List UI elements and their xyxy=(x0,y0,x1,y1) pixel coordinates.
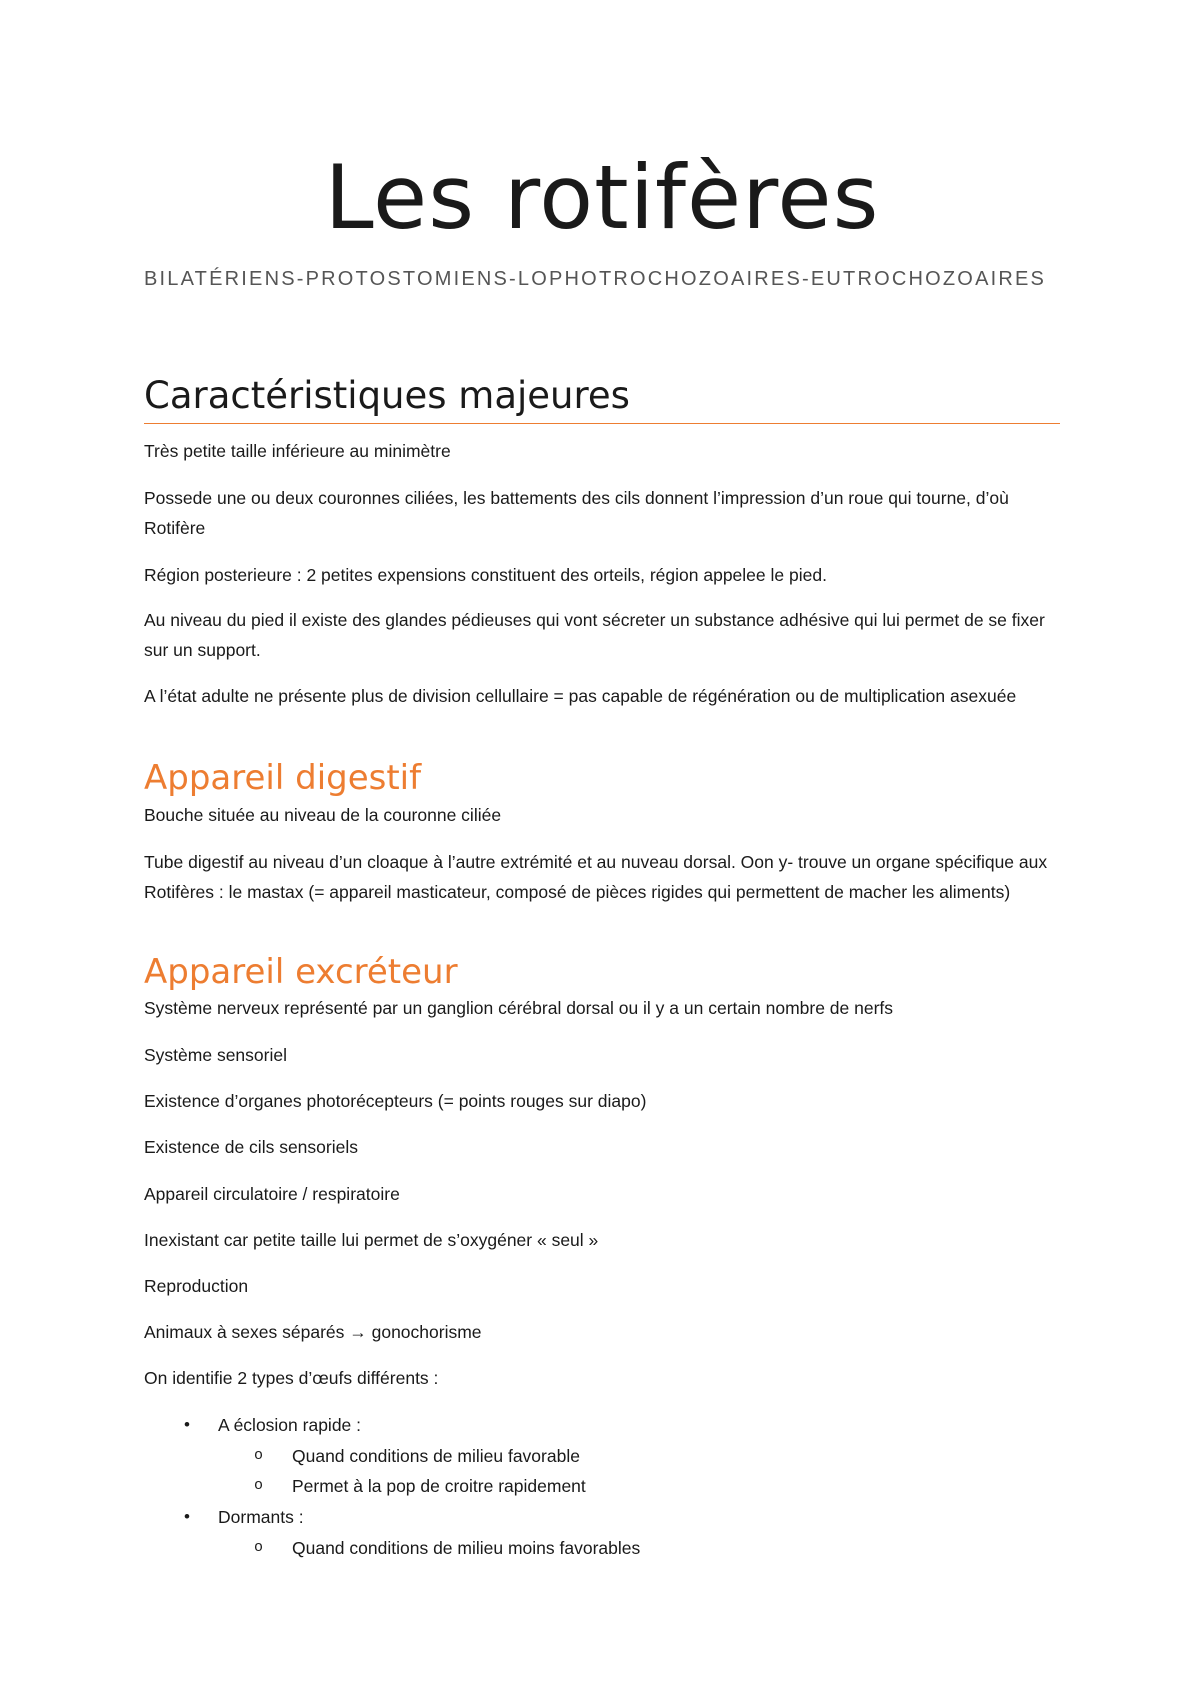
paragraph: Existence de cils sensoriels xyxy=(144,1137,358,1157)
heading-appareil-excreteur: Appareil excréteur xyxy=(144,952,458,992)
circle-bullet-icon: o xyxy=(254,1539,264,1556)
heading-caracteristiques: Caractéristiques majeures xyxy=(144,374,630,417)
paragraph: Reproduction xyxy=(144,1276,249,1296)
paragraph: Tube digestif au niveau d’un cloaque à l’autre extrémité et au nuveau dorsal. Oon y- trouve un organe spécifique aux Rotifères : le mastax (= appareil masticateur, composé de pièces rigides qui permettent de macher les aliments) xyxy=(144,852,1048,902)
paragraph: Région posterieure : 2 petites expensions constituent des orteils, région appelee le pied. xyxy=(144,565,827,585)
paragraph: Existence d’organes photorécepteurs (= points rouges sur diapo) xyxy=(144,1091,647,1111)
paragraph: Au niveau du pied il existe des glandes pédieuses qui vont sécreter un substance adhésive qui lui permet de se fixer sur un support. xyxy=(144,610,1045,660)
paragraph: Appareil circulatoire / respiratoire xyxy=(144,1184,400,1204)
paragraph: Animaux à sexes séparés → gonochorisme xyxy=(144,1322,482,1342)
paragraph: Bouche située au niveau de la couronne ciliée xyxy=(144,805,502,825)
paragraph: On identifie 2 types d’œufs différents : xyxy=(144,1368,439,1388)
heading-appareil-digestif: Appareil digestif xyxy=(144,758,422,798)
document-title: Les rotifères xyxy=(324,146,880,249)
list-item-label: A éclosion rapide : xyxy=(218,1415,362,1435)
paragraph: Possede une ou deux couronnes ciliées, les battements des cils donnent l’impression d’un roue qui tourne, d’où Rotifère xyxy=(144,488,1009,538)
list-item-label: Dormants : xyxy=(218,1507,304,1527)
circle-bullet-icon: o xyxy=(254,1447,264,1464)
sub-list-item-label: Quand conditions de milieu moins favorables xyxy=(292,1538,641,1558)
document-subtitle: BILATÉRIENS-PROTOSTOMIENS-LOPHOTROCHOZOAIRES-EUTROCHOZOAIRES xyxy=(144,268,1047,290)
sub-list-item-label: Quand conditions de milieu favorable xyxy=(292,1446,580,1466)
paragraph: Système nerveux représenté par un ganglion cérébral dorsal ou il y a un certain nombre de nerfs xyxy=(144,998,894,1018)
heading-underline xyxy=(144,423,1060,424)
paragraph: Système sensoriel xyxy=(144,1045,287,1065)
sub-list-item-label: Permet à la pop de croitre rapidement xyxy=(292,1476,586,1496)
paragraph: A l’état adulte ne présente plus de division cellullaire = pas capable de régénération ou de multiplication asexuée xyxy=(144,686,1017,706)
bullet-icon: • xyxy=(184,1507,190,1526)
bullet-icon: • xyxy=(184,1415,190,1434)
paragraph: Très petite taille inférieure au minimètre xyxy=(144,441,451,461)
paragraph: Inexistant car petite taille lui permet de s’oxygéner « seul » xyxy=(144,1230,599,1250)
circle-bullet-icon: o xyxy=(254,1477,264,1494)
